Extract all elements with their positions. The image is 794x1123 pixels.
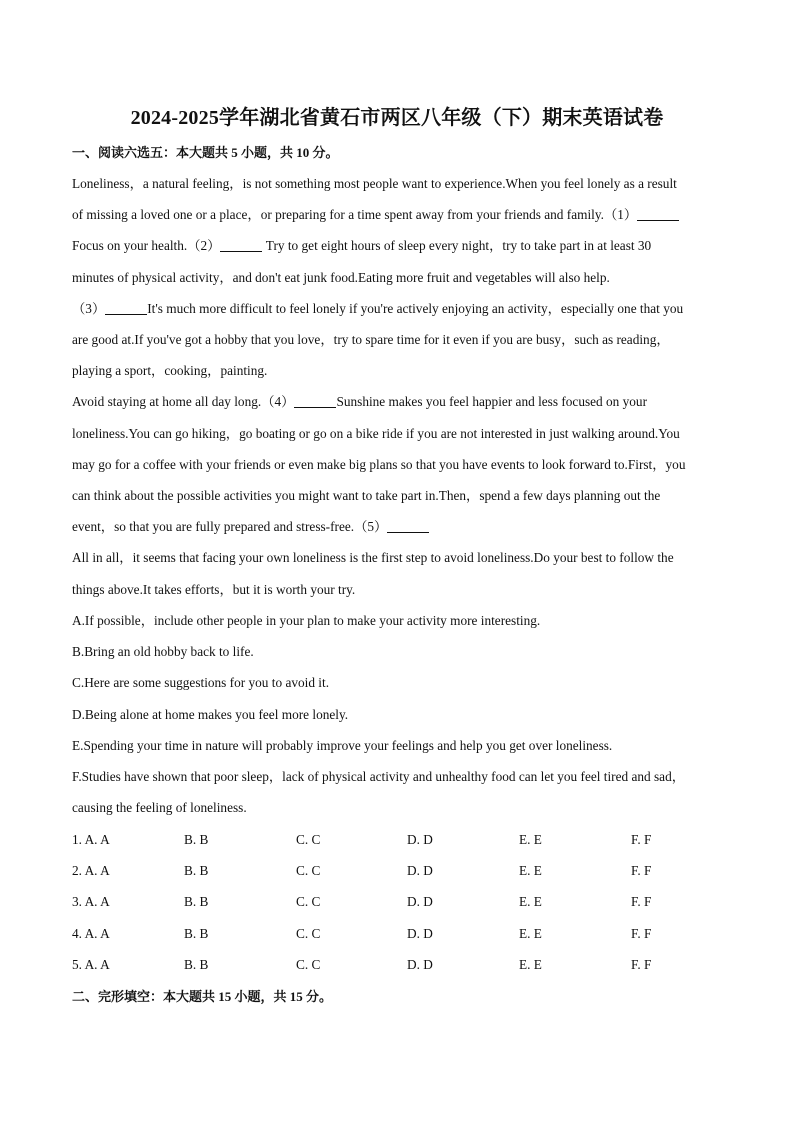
answer-choice[interactable]: C. C — [296, 956, 321, 972]
question-row — [72, 892, 732, 912]
passage-line — [72, 548, 674, 568]
answer-choice[interactable]: E. E — [519, 832, 542, 847]
passage-text: of missing a loved one or a place，or preparing for a time spent away from your friends and family.（1） — [72, 207, 638, 223]
passage-text: Sunshine makes you feel happier and less focused on your — [336, 394, 648, 410]
passage-line — [72, 486, 660, 506]
answer-choice[interactable]: F. F — [631, 863, 652, 879]
passage-text: Avoid staying at home all day long.（4） — [72, 394, 295, 410]
passage-line — [72, 392, 647, 412]
option-item: F.Studies have shown that poor sleep，lack of physical activity and unhealthy food can let you feel tired and sad， — [72, 769, 686, 784]
option-item: causing the feeling of loneliness. — [72, 800, 247, 816]
passage-line — [72, 517, 429, 537]
answer-choice[interactable]: B. B — [184, 863, 209, 879]
answer-choice[interactable]: B. B — [184, 832, 209, 847]
answer-blank[interactable] — [294, 393, 336, 408]
passage-line — [72, 205, 679, 225]
passage-text: It's much more difficult to feel lonely if you're actively enjoying an activity，especially one that you — [147, 300, 684, 316]
passage-text: are good at.If you've got a hobby that you love，try to spare time for it even if you are busy，such as reading， — [72, 332, 670, 347]
question-row — [72, 955, 732, 975]
answer-choice[interactable]: C. C — [296, 832, 321, 847]
passage-text: minutes of physical activity，and don't eat junk food.Eating more fruit and vegetables will also help. — [72, 269, 610, 285]
answer-choice[interactable]: F. F — [631, 925, 652, 941]
passage-text: event，so that you are fully prepared and stress-free.（5） — [72, 519, 388, 535]
question-row — [72, 924, 732, 944]
option-item: B.Bring an old hobby back to life. — [72, 644, 254, 660]
option-item: A.If possible，include other people in your plan to make your activity more interesting. — [72, 613, 541, 628]
passage-text: Loneliness，a natural feeling，is not something most people want to experience.When you feel lonely as a result — [72, 176, 677, 191]
answer-blank[interactable] — [387, 518, 429, 533]
answer-choice[interactable]: C. C — [296, 863, 321, 879]
passage-text: Try to get eight hours of sleep every night，try to take part in at least 30 — [262, 238, 652, 254]
passage-line — [72, 299, 683, 319]
passage-text: （3） — [72, 300, 106, 316]
passage-line — [72, 580, 355, 600]
answer-choice[interactable]: D. D — [407, 894, 433, 910]
section2-heading: 二、完形填空：本大题共 15 小题，共 15 分。 — [72, 989, 333, 1004]
passage-line — [72, 236, 651, 256]
answer-choice[interactable]: B. B — [184, 956, 209, 972]
answer-choice[interactable]: F. F — [631, 832, 652, 847]
answer-blank[interactable] — [220, 237, 262, 252]
passage-line — [72, 361, 267, 381]
answer-choice[interactable]: 4. A. A — [72, 925, 110, 941]
passage-line — [72, 268, 610, 288]
answer-choice[interactable]: 5. A. A — [72, 956, 110, 972]
answer-choice[interactable]: C. C — [296, 925, 321, 941]
answer-choice[interactable]: B. B — [184, 925, 209, 941]
passage-text: playing a sport，cooking，painting. — [72, 363, 268, 379]
answer-choice[interactable]: E. E — [519, 956, 542, 972]
passage-line — [72, 330, 670, 350]
passage-text: loneliness.You can go hiking，go boating or go on a bike ride if you are not interested in just walking around.You — [72, 425, 680, 441]
answer-choice[interactable]: D. D — [407, 925, 433, 941]
answer-choice[interactable]: E. E — [519, 894, 542, 910]
section1-heading: 一、阅读六选五：本大题共 5 小题，共 10 分。 — [72, 145, 339, 160]
passage-text: things above.It takes efforts，but it is worth your try. — [72, 581, 356, 597]
answer-choice[interactable]: 3. A. A — [72, 894, 110, 910]
passage-line — [72, 174, 677, 194]
answer-choice[interactable]: D. D — [407, 832, 433, 847]
passage-text: Focus on your health.（2） — [72, 238, 221, 254]
answer-choice[interactable]: E. E — [519, 925, 542, 941]
answer-choice[interactable]: 2. A. A — [72, 863, 110, 879]
answer-choice[interactable]: B. B — [184, 894, 209, 910]
option-item: E.Spending your time in nature will probably improve your feelings and help you get over loneliness. — [72, 737, 613, 753]
answer-choice[interactable]: C. C — [296, 894, 321, 910]
answer-choice[interactable]: D. D — [407, 863, 433, 879]
answer-blank[interactable] — [105, 300, 147, 315]
answer-choice[interactable]: F. F — [631, 956, 652, 972]
passage-text: can think about the possible activities you might want to take part in.Then，spend a few days planning out the — [72, 488, 661, 503]
answer-choice[interactable]: D. D — [407, 956, 433, 972]
question-row — [72, 830, 732, 850]
option-item: D.Being alone at home makes you feel more lonely. — [72, 706, 349, 722]
option-item: C.Here are some suggestions for you to avoid it. — [72, 675, 330, 691]
page-title: 2024-2025学年湖北省黄石市两区八年级（下）期末英语试卷 — [130, 107, 664, 129]
question-row — [72, 861, 732, 881]
passage-text: may go for a coffee with your friends or even make big plans so that you have events to look forward to.First，you — [72, 456, 686, 472]
answer-choice[interactable]: E. E — [519, 863, 542, 879]
passage-text: All in all，it seems that facing your own loneliness is the first step to avoid loneliness.Do your best to follow the — [72, 550, 674, 566]
answer-choice[interactable]: F. F — [631, 894, 652, 910]
passage-line — [72, 455, 685, 475]
answer-blank[interactable] — [637, 206, 679, 221]
answer-choice[interactable]: 1. A. A — [72, 832, 110, 847]
passage-line — [72, 424, 680, 444]
